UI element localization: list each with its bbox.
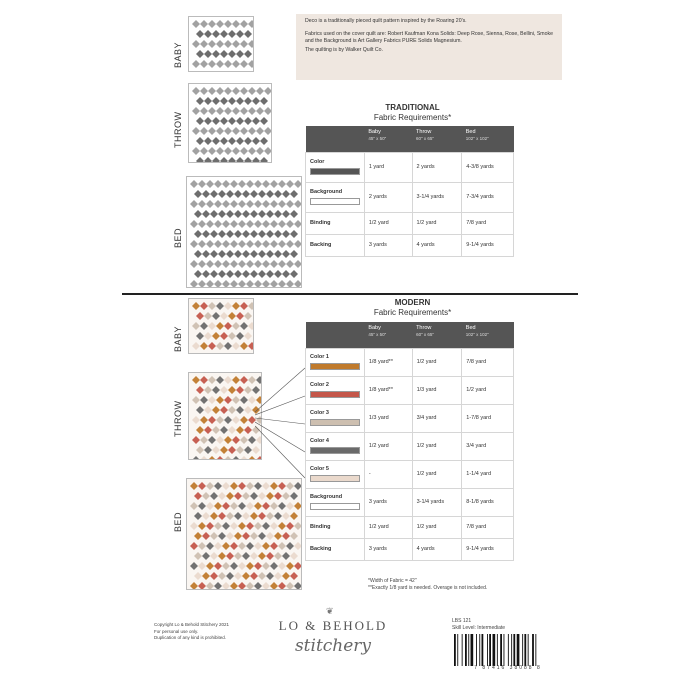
row-label: Color 4 xyxy=(306,432,365,460)
cell-value: 3 yards xyxy=(364,538,412,560)
row-label: Color 3 xyxy=(306,404,365,432)
cell-value: 3-1/4 yards xyxy=(412,182,462,212)
color-swatch xyxy=(310,391,360,398)
table-row xyxy=(306,212,514,234)
table-footnotes xyxy=(368,578,487,592)
traditional-throw-quilt-image xyxy=(188,83,272,163)
brand-logo-line1: LO & BEHOLD xyxy=(278,618,388,633)
cell-value: 1 yard xyxy=(364,152,412,182)
copyright-notice xyxy=(154,622,229,642)
cell-value: 1/2 yard xyxy=(364,212,412,234)
cell-value: 1/2 yard xyxy=(462,376,514,404)
quilting-credit-text: The quilting is by Walker Quilt Co. xyxy=(305,46,383,53)
traditional-throw-label: THROW xyxy=(173,111,183,148)
header-throw: Throw 60" x 65" xyxy=(412,126,462,152)
pattern-description-box xyxy=(296,14,562,80)
cell-value: 1/3 yard xyxy=(364,404,412,432)
row-label: Backing xyxy=(306,234,365,256)
cell-value: 3/4 yard xyxy=(462,432,514,460)
cell-value: 7/8 yard xyxy=(462,212,514,234)
header-bed: Bed 102" x 102" xyxy=(462,322,514,348)
brand-logo-line2: stitchery xyxy=(294,636,372,656)
table-row xyxy=(306,460,514,488)
traditional-heading: TRADITIONAL xyxy=(385,103,440,112)
cell-value: 1/8 yard** xyxy=(364,348,412,376)
cell-value: 1/8 yard** xyxy=(364,376,412,404)
modern-table-title xyxy=(360,298,465,317)
cell-value: 4 yards xyxy=(412,234,462,256)
sku-text: LBS 121 xyxy=(452,618,472,624)
footnote-exact: **Exactly 1/8 yard is needed. Overage is not included. xyxy=(368,585,488,591)
cell-value: 4 yards xyxy=(412,538,462,560)
cell-value: 3 yards xyxy=(364,234,412,256)
table-row xyxy=(306,234,514,256)
modern-baby-label: BABY xyxy=(173,325,183,352)
row-label: Color xyxy=(306,152,365,182)
header-throw: Throw 60" x 65" xyxy=(412,322,462,348)
cell-value: 2 yards xyxy=(412,152,462,182)
modern-bed-quilt-image xyxy=(186,478,302,590)
barcode-number: 7 87416 38088 8 xyxy=(474,665,542,671)
modern-subheading: Fabric Requirements* xyxy=(373,307,452,317)
traditional-baby-quilt-image xyxy=(188,16,254,72)
leaf-ornament-icon: ❦ xyxy=(326,606,334,616)
modern-baby-quilt-image xyxy=(188,298,254,354)
cell-value: 1/3 yard xyxy=(412,376,462,404)
color-connector-lines xyxy=(255,360,310,485)
product-info xyxy=(452,618,505,631)
cell-value: 1/2 yard xyxy=(412,432,462,460)
color-swatch xyxy=(310,503,360,510)
copyright-line: Copyright Lo & Behold Stitchery 2021 xyxy=(154,622,230,627)
modern-heading: MODERN xyxy=(394,298,431,307)
table-row xyxy=(306,432,514,460)
color-swatch xyxy=(310,419,360,426)
traditional-bed-quilt-image xyxy=(186,176,302,288)
usage-line: For personal use only. xyxy=(154,628,199,634)
cell-value: 1/2 yard xyxy=(412,516,462,538)
header-baby: Baby 45" x 50" xyxy=(364,126,412,152)
cell-value: 3 yards xyxy=(364,488,412,516)
section-divider xyxy=(122,293,578,295)
cell-value: 8-1/8 yards xyxy=(462,488,514,516)
table-row xyxy=(306,348,514,376)
footnote-width: *Width of Fabric = 42" xyxy=(368,578,417,584)
duplication-line: Duplication of any kind is prohibited. xyxy=(154,635,227,641)
row-label: Binding xyxy=(306,516,365,538)
color-swatch xyxy=(310,198,360,205)
table-row xyxy=(306,182,514,212)
cell-value: 1/2 yard xyxy=(412,460,462,488)
table-row xyxy=(306,488,514,516)
description-text: Deco is a traditionally pieced quilt pattern inspired by the Roaring 20's. xyxy=(305,18,467,24)
cell-value: 9-1/4 yards xyxy=(462,234,514,256)
cell-value: 1/2 yard xyxy=(412,348,462,376)
table-row xyxy=(306,404,514,432)
row-label: Background xyxy=(306,182,365,212)
traditional-table-title xyxy=(360,103,465,122)
skill-level-text: Skill Level: Intermediate xyxy=(452,624,506,631)
row-label: Background xyxy=(306,488,365,516)
color-swatch xyxy=(310,363,360,370)
traditional-bed-label: BED xyxy=(173,227,183,248)
header-baby: Baby 45" x 50" xyxy=(364,322,412,348)
row-label: Backing xyxy=(306,538,365,560)
table-row xyxy=(306,538,514,560)
cell-value: 2 yards xyxy=(364,182,412,212)
traditional-subheading: Fabric Requirements* xyxy=(373,112,452,122)
modern-bed-label: BED xyxy=(173,511,183,532)
cell-value: 1-7/8 yard xyxy=(462,404,514,432)
traditional-baby-label: BABY xyxy=(173,41,183,68)
modern-throw-quilt-image xyxy=(188,372,262,460)
modern-fabric-table xyxy=(305,322,514,561)
cell-value: 7-3/4 yards xyxy=(462,182,514,212)
row-label: Color 1 xyxy=(306,348,365,376)
barcode-image xyxy=(452,634,564,666)
row-label: Binding xyxy=(306,212,365,234)
cell-value: 1-1/4 yard xyxy=(462,460,514,488)
cell-value: 9-1/4 yards xyxy=(462,538,514,560)
cell-value: 3/4 yard xyxy=(412,404,462,432)
color-swatch xyxy=(310,168,360,175)
cell-value: 4-3/8 yards xyxy=(462,152,514,182)
table-row xyxy=(306,376,514,404)
header-bed: Bed 102" x 102" xyxy=(462,126,514,152)
table-row xyxy=(306,152,514,182)
cell-value: - xyxy=(364,460,412,488)
cell-value: 1/2 yard xyxy=(364,432,412,460)
table-row xyxy=(306,516,514,538)
row-label: Color 2 xyxy=(306,376,365,404)
fabrics-text: Fabrics used on the cover quilt are: Robert Kaufman Kona Solids: Deep Rose, Sienna, Rose, Bellini, Smoke and the Background is Art Gallery Fabrics PURE Solids Magnesium. xyxy=(305,30,553,45)
cell-value: 3-1/4 yards xyxy=(412,488,462,516)
header-blank xyxy=(306,126,365,152)
traditional-fabric-table xyxy=(305,126,514,257)
color-swatch xyxy=(310,447,360,454)
cell-value: 7/8 yard xyxy=(462,348,514,376)
header-blank xyxy=(306,322,365,348)
cell-value: 1/2 yard xyxy=(364,516,412,538)
cell-value: 1/2 yard xyxy=(412,212,462,234)
modern-throw-label: THROW xyxy=(173,400,183,437)
row-label: Color 5 xyxy=(306,460,365,488)
color-swatch xyxy=(310,475,360,482)
cell-value: 7/8 yard xyxy=(462,516,514,538)
